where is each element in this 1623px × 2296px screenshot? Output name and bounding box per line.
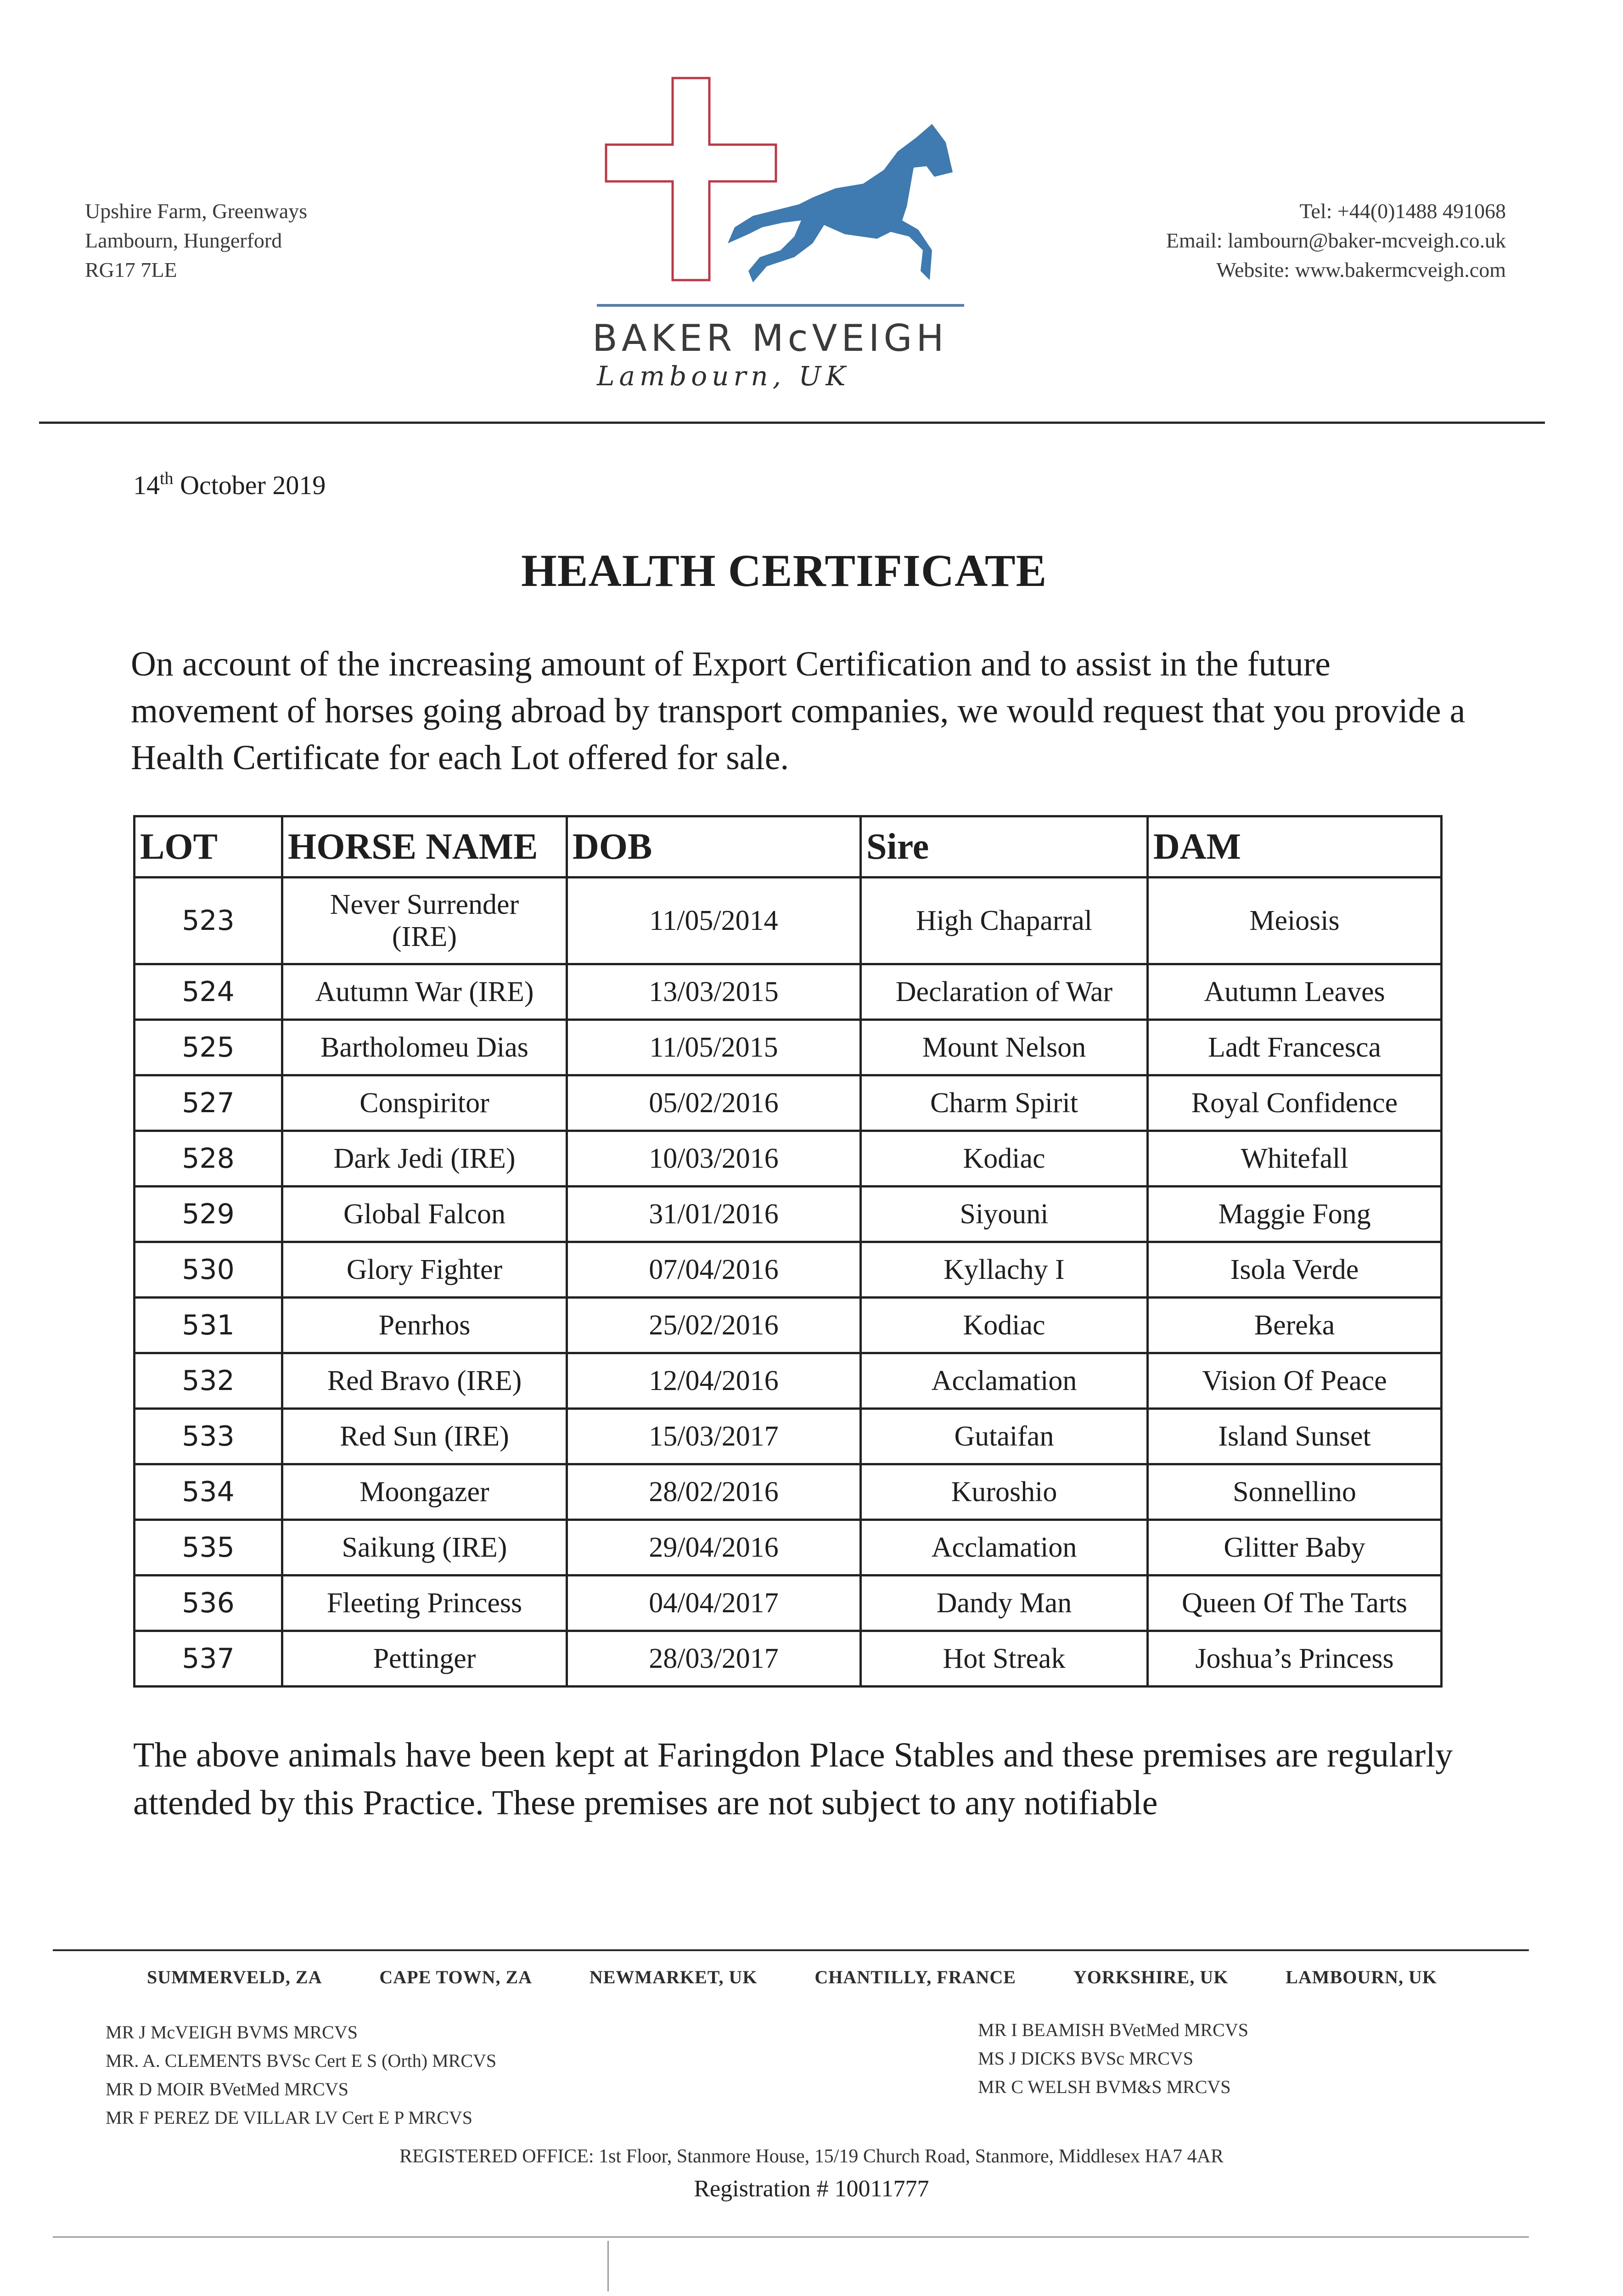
dam-cell: Bereka [1148,1298,1442,1353]
document-title: HEALTH CERTIFICATE [521,545,1047,596]
table-row [135,1020,1442,1075]
horse-name-cell: Dark Jedi (IRE) [282,1131,567,1187]
vet-name: MR F PEREZ DE VILLAR LV Cert E P MRCVS [106,2107,473,2128]
office-location: NEWMARKET, UK [589,1967,758,1987]
dob-cell: 05/02/2016 [567,1075,861,1131]
office-location: LAMBOURN, UK [1286,1967,1437,1987]
dob-cell: 11/05/2014 [567,878,861,964]
galloping-horse-icon [728,124,953,282]
sire-cell: Declaration of War [861,964,1148,1020]
table-row [135,1631,1442,1687]
horse-name-cell: Red Bravo (IRE) [282,1353,567,1409]
lot-cell: 531 [135,1298,282,1353]
vet-name: MR D MOIR BVetMed MRCVS [106,2079,348,2099]
footer-divider [53,1949,1529,1951]
table-row [135,878,1442,964]
vets-list-right [978,2016,1248,2101]
lot-cell: 523 [135,878,282,964]
sire-cell: Hot Streak [861,1631,1148,1687]
sire-cell: Gutaifan [861,1409,1148,1464]
lot-cell: 536 [135,1576,282,1631]
horse-name-cell: Pettinger [282,1631,567,1687]
horse-name-cell: Moongazer [282,1464,567,1520]
table-row [135,1242,1442,1298]
lot-cell: 524 [135,964,282,1020]
vet-name: MR C WELSH BVM&S MRCVS [978,2077,1231,2097]
horse-name-cell: Red Sun (IRE) [282,1409,567,1464]
address-line: Lambourn, Hungerford [85,229,282,252]
email-line[interactable]: Email: lambourn@baker-mcveigh.co.uk [1166,229,1506,252]
lot-cell: 528 [135,1131,282,1187]
red-cross-icon [606,78,776,280]
phone-line: Tel: +44(0)1488 491068 [1299,199,1506,223]
header-divider [39,422,1545,424]
dam-cell: Queen Of The Tarts [1148,1576,1442,1631]
horse-name-cell: Autumn War (IRE) [282,964,567,1020]
horse-name-cell: Penrhos [282,1298,567,1353]
lot-cell: 529 [135,1187,282,1242]
table-header-row [135,816,1442,878]
horse-name-cell: Never Surrender (IRE) [282,878,567,964]
table-row [135,1520,1442,1576]
dam-cell: Sonnellino [1148,1464,1442,1520]
dam-cell: Maggie Fong [1148,1187,1442,1242]
office-location: SUMMERVELD, ZA [147,1967,322,1987]
dam-cell: Whitefall [1148,1131,1442,1187]
practice-address [85,197,307,285]
dob-cell: 28/02/2016 [567,1464,861,1520]
horse-name-cell: Glory Fighter [282,1242,567,1298]
column-header-dob: DOB [567,816,861,878]
brand-name: BAKER McVEIGH [592,317,948,360]
lot-cell: 537 [135,1631,282,1687]
table-row [135,1187,1442,1242]
dam-cell: Isola Verde [1148,1242,1442,1298]
vets-list-left [106,2018,496,2132]
office-location: CHANTILLY, FRANCE [814,1967,1016,1987]
lot-cell: 532 [135,1353,282,1409]
table-row [135,1075,1442,1131]
dob-cell: 29/04/2016 [567,1520,861,1576]
registered-office: REGISTERED OFFICE: 1st Floor, Stanmore House, 15/19 Church Road, Stanmore, Middlesex HA7 4AR [399,2146,1224,2167]
horse-name-cell: Fleeting Princess [282,1576,567,1631]
table-row [135,1409,1442,1464]
column-header-horse-name: HORSE NAME [282,816,567,878]
bottom-divider [53,2236,1529,2238]
horse-name-cell: Global Falcon [282,1187,567,1242]
column-header-lot: LOT [135,816,282,878]
dam-cell: Meiosis [1148,878,1442,964]
dob-cell: 07/04/2016 [567,1242,861,1298]
lot-cell: 525 [135,1020,282,1075]
sire-cell: Acclamation [861,1520,1148,1576]
lot-cell: 534 [135,1464,282,1520]
sire-cell: Kuroshio [861,1464,1148,1520]
horse-table [133,815,1443,1688]
dam-cell: Autumn Leaves [1148,964,1442,1020]
lot-cell: 535 [135,1520,282,1576]
table-row [135,1353,1442,1409]
dam-cell: Island Sunset [1148,1409,1442,1464]
letter-date: 14th October 2019 [133,469,326,500]
office-locations [147,1966,1437,1988]
lot-cell: 527 [135,1075,282,1131]
dob-cell: 04/04/2017 [567,1576,861,1631]
dob-cell: 31/01/2016 [567,1187,861,1242]
dob-cell: 12/04/2016 [567,1353,861,1409]
dam-cell: Ladt Francesca [1148,1020,1442,1075]
dam-cell: Vision Of Peace [1148,1353,1442,1409]
page-mark [607,2241,609,2291]
table-row [135,1464,1442,1520]
closing-paragraph: The above animals have been kept at Faringdon Place Stables and these premises are regularly attended by this Practice. These premises are not subject to any notifiable [133,1736,1453,1822]
table-row [135,1131,1442,1187]
intro-paragraph: On account of the increasing amount of Export Certification and to assist in the future movement of horses going abroad by transport companies, we would request that you provide a Health Certificate for each Lot offered for sale. [131,645,1466,777]
sire-cell: Kyllachy I [861,1242,1148,1298]
vet-name: MR. A. CLEMENTS BVSc Cert E S (Orth) MRCVS [106,2050,497,2071]
table-row [135,1298,1442,1353]
horse-name-cell: Bartholomeu Dias [282,1020,567,1075]
vet-name: MS J DICKS BVSc MRCVS [978,2048,1194,2069]
baker-mcveigh-logo [597,69,964,326]
logo-underline [597,304,964,307]
dob-cell: 25/02/2016 [567,1298,861,1353]
table-row [135,1576,1442,1631]
sire-cell: Siyouni [861,1187,1148,1242]
office-location: CAPE TOWN, ZA [379,1967,533,1987]
sire-cell: High Chaparral [861,878,1148,964]
dam-cell: Royal Confidence [1148,1075,1442,1131]
column-header-dam: DAM [1148,816,1442,878]
vet-name: MR J McVEIGH BVMS MRCVS [106,2022,358,2043]
office-location: YORKSHIRE, UK [1073,1967,1229,1987]
dam-cell: Glitter Baby [1148,1520,1442,1576]
dob-cell: 28/03/2017 [567,1631,861,1687]
lot-cell: 533 [135,1409,282,1464]
dam-cell: Joshua’s Princess [1148,1631,1442,1687]
address-line: RG17 7LE [85,258,177,281]
horse-name-cell: Saikung (IRE) [282,1520,567,1576]
website-line[interactable]: Website: www.bakermcveigh.com [1216,258,1506,281]
dob-cell: 13/03/2015 [567,964,861,1020]
sire-cell: Charm Spirit [861,1075,1148,1131]
brand-location: Lambourn, UK [597,360,850,392]
sire-cell: Mount Nelson [861,1020,1148,1075]
dob-cell: 15/03/2017 [567,1409,861,1464]
registration-number: Registration # 10011777 [694,2176,929,2202]
dob-cell: 11/05/2015 [567,1020,861,1075]
horse-table-container [133,815,1443,1688]
vet-name: MR I BEAMISH BVetMed MRCVS [978,2020,1248,2040]
dob-cell: 10/03/2016 [567,1131,861,1187]
sire-cell: Acclamation [861,1353,1148,1409]
column-header-sire: Sire [861,816,1148,878]
lot-cell: 530 [135,1242,282,1298]
horse-name-cell: Conspiritor [282,1075,567,1131]
table-row [135,964,1442,1020]
sire-cell: Dandy Man [861,1576,1148,1631]
contact-details [1166,197,1506,285]
address-line: Upshire Farm, Greenways [85,199,308,223]
sire-cell: Kodiac [861,1131,1148,1187]
sire-cell: Kodiac [861,1298,1148,1353]
